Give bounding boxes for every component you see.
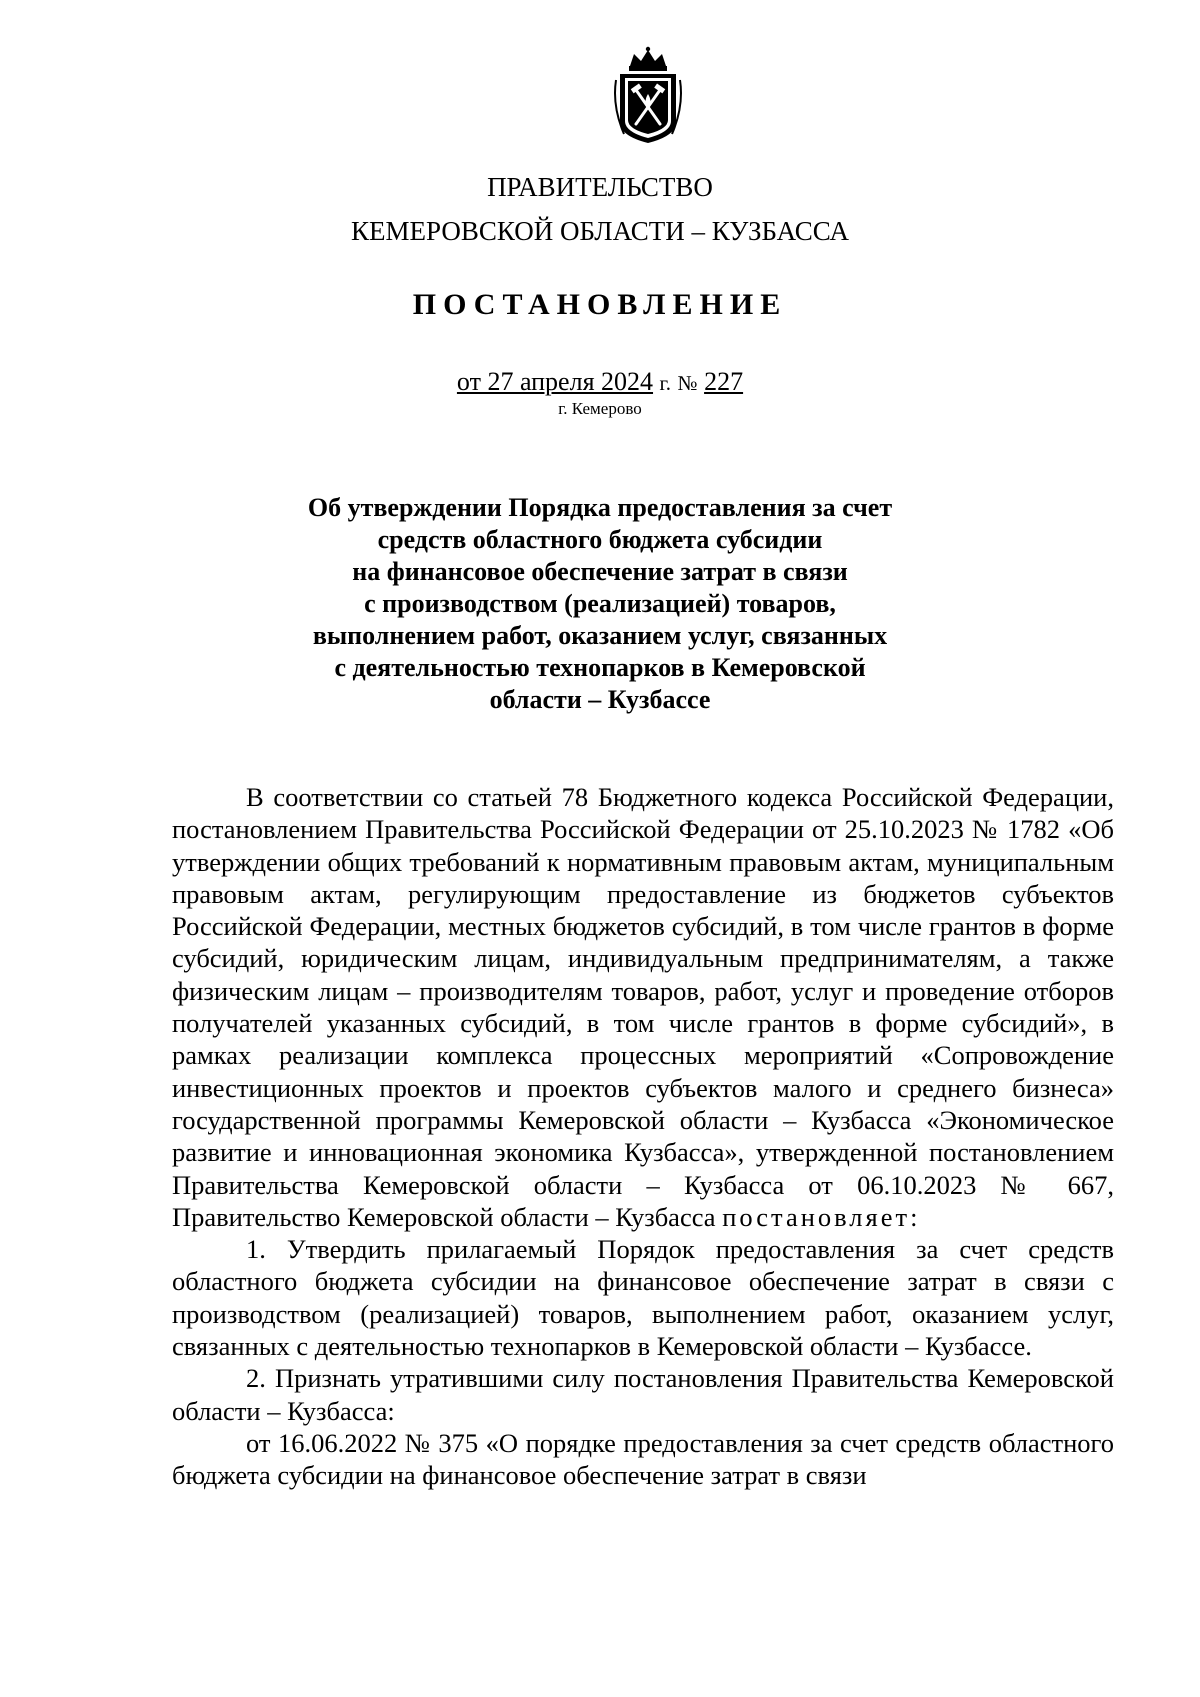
number-sign: № [677, 371, 698, 395]
document-city: г. Кемерово [558, 399, 642, 418]
document-body [172, 781, 1114, 1492]
date-year-suffix: г. [659, 371, 672, 395]
organization-name-line1: ПРАВИТЕЛЬСТВО [487, 172, 713, 202]
document-date: от 27 апреля 2024 [456, 367, 654, 396]
document-date-number [0, 366, 1200, 399]
title-line: средств областного бюджета субсидии [377, 525, 823, 554]
resolves-word: постановляет [722, 1201, 911, 1232]
title-line: на финансовое обеспечение затрат в связи [352, 557, 848, 586]
coat-of-arms-icon [612, 46, 684, 146]
title-line: выполнением работ, оказанием услуг, связанных [312, 621, 888, 650]
item-2-paragraph: 2. Признать утратившими силу постановления Правительства Кемеровской области – Кузбасса: [172, 1363, 1114, 1426]
title-line: Об утверждении Порядка предоставления за счет [307, 493, 893, 522]
title-line: области – Кузбассе [489, 685, 711, 714]
preamble-text: В соответствии со статьей 78 Бюджетного кодекса Российской Федерации, постановлением Правительства Российской Федерации от 25.10.2023 № 1782 «Об утверждении общих требований к нормативным правовым актам, муниципальным правовым актам, регулирующим предоставление из бюджетов субъектов Российской Федерации, местных бюджетов субсидий, в том числе грантов в форме субсидий, юридическим лицам, индивидуальным предпринимателям, а также физическим лицам – производителям товаров, работ, услуг и проведение отборов получателей указанных субсидий, в том числе грантов в форме субсидий», в рамках реализации комплекса процессных мероприятий «Сопровождение инвестиционных проектов и проектов субъектов малого и среднего бизнеса» государственной программы Кемеровской области – Кузбасса «Экономическое развитие и инновационная экономика Кузбасса», утвержденной постановлением Правительства Кемеровской области – Кузбасса от 06.10.2023 № 667, Правительство Кемеровской области – Кузбасса [172, 782, 1114, 1232]
document-number: 227 [704, 367, 744, 396]
document-title [240, 492, 960, 716]
title-line: с деятельностью технопарков в Кемеровской [334, 653, 866, 682]
resolves-colon: : [910, 1201, 918, 1232]
organization-name-line2: КЕМЕРОВСКОЙ ОБЛАСТИ – КУЗБАССА [351, 216, 849, 246]
document-type: ПОСТАНОВЛЕНИЕ [412, 288, 788, 321]
title-line: с производством (реализацией) товаров, [364, 589, 836, 618]
item-1-paragraph: 1. Утвердить прилагаемый Порядок предоставления за счет средств областного бюджета субсидии на финансовое обеспечение затрат в связи с производством (реализацией) товаров, выполнением работ, оказанием услуг, связанных с деятельностью технопарков в Кемеровской области – Кузбассе. [172, 1234, 1114, 1362]
preamble-paragraph [172, 781, 1114, 1233]
item-2-subitem-paragraph: от 16.06.2022 № 375 «О порядке предоставления за счет средств областного бюджета субсидии на финансовое обеспечение затрат в связи [172, 1427, 1114, 1491]
